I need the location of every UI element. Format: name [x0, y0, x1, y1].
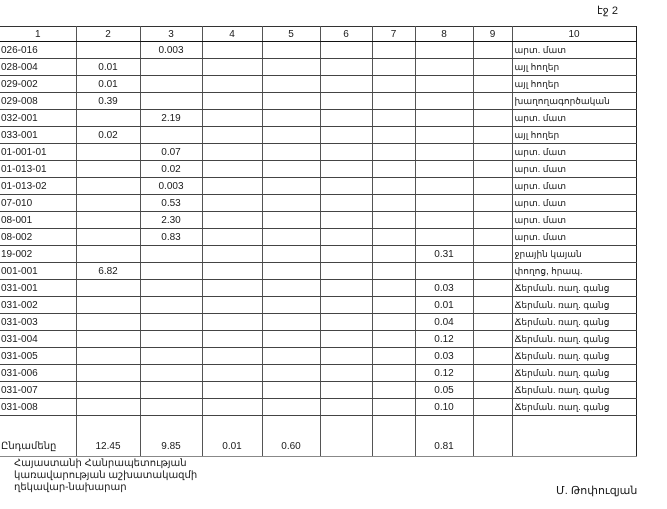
area-value: 0.07	[140, 144, 202, 161]
area-value	[262, 195, 320, 212]
area-value	[473, 59, 512, 76]
area-value	[202, 331, 262, 348]
area-value	[372, 161, 415, 178]
column-header-4: 4	[202, 27, 262, 42]
totals-row	[0, 416, 636, 457]
total-value: 9.85	[140, 416, 202, 457]
area-value	[320, 280, 372, 297]
area-value: 2.30	[140, 212, 202, 229]
column-header-2: 2	[76, 27, 140, 42]
area-value	[76, 280, 140, 297]
column-header-8: 8	[415, 27, 473, 42]
land-use-description: Ճերման. ռաղ. գանց	[512, 399, 636, 416]
land-use-description: խաղողագործական	[512, 93, 636, 110]
area-value	[473, 314, 512, 331]
parcel-code: 029-002	[0, 76, 76, 93]
area-value: 0.02	[76, 127, 140, 144]
area-value	[415, 229, 473, 246]
area-value	[415, 59, 473, 76]
area-value	[76, 110, 140, 127]
area-value	[372, 280, 415, 297]
area-value	[320, 297, 372, 314]
area-value	[140, 76, 202, 93]
land-use-description: Ճերման. ռաղ. գանց	[512, 382, 636, 399]
area-value: 0.83	[140, 229, 202, 246]
area-value	[473, 382, 512, 399]
table-row	[0, 59, 636, 76]
area-value	[262, 93, 320, 110]
area-value	[76, 42, 140, 59]
area-value	[372, 42, 415, 59]
area-value	[372, 110, 415, 127]
area-value	[320, 76, 372, 93]
footer-line-2: կառավարության աշխատակազմի	[14, 470, 198, 481]
area-value	[372, 127, 415, 144]
land-use-description: Ճերման. ռաղ. գանց	[512, 280, 636, 297]
parcel-code: 01-013-01	[0, 161, 76, 178]
area-value	[262, 297, 320, 314]
land-table	[0, 26, 637, 457]
area-value: 0.12	[415, 331, 473, 348]
area-value	[76, 382, 140, 399]
area-value	[372, 195, 415, 212]
land-use-description: Ճերման. ռաղ. գանց	[512, 297, 636, 314]
area-value: 6.82	[76, 263, 140, 280]
area-value: 0.53	[140, 195, 202, 212]
area-value	[473, 76, 512, 93]
area-value	[76, 229, 140, 246]
header-row	[0, 27, 636, 42]
parcel-code: 031-001	[0, 280, 76, 297]
area-value	[473, 42, 512, 59]
area-value	[473, 348, 512, 365]
area-value	[320, 314, 372, 331]
area-value	[202, 246, 262, 263]
area-value	[262, 59, 320, 76]
area-value	[262, 314, 320, 331]
area-value	[320, 127, 372, 144]
area-value	[372, 212, 415, 229]
area-value	[202, 365, 262, 382]
area-value	[140, 280, 202, 297]
area-value	[76, 212, 140, 229]
area-value	[202, 59, 262, 76]
table-row	[0, 382, 636, 399]
area-value	[320, 263, 372, 280]
column-header-1: 1	[0, 27, 76, 42]
column-header-9: 9	[473, 27, 512, 42]
area-value	[202, 280, 262, 297]
area-value	[320, 382, 372, 399]
area-value	[415, 42, 473, 59]
area-value: 0.12	[415, 365, 473, 382]
land-use-description: փողոց, հրապ.	[512, 263, 636, 280]
area-value	[262, 110, 320, 127]
area-value	[320, 161, 372, 178]
area-value	[415, 212, 473, 229]
area-value	[262, 331, 320, 348]
area-value	[320, 110, 372, 127]
area-value	[202, 144, 262, 161]
area-value	[76, 314, 140, 331]
total-value	[372, 416, 415, 457]
area-value	[415, 178, 473, 195]
area-value	[262, 382, 320, 399]
area-value	[76, 348, 140, 365]
area-value	[320, 246, 372, 263]
footer-line-3: ղեկավար-նախարար	[14, 482, 127, 493]
total-value	[512, 416, 636, 457]
area-value	[473, 161, 512, 178]
parcel-code: 026-016	[0, 42, 76, 59]
area-value	[473, 195, 512, 212]
area-value	[320, 178, 372, 195]
totals-label: Ընդամենը	[0, 416, 76, 457]
parcel-code: 08-001	[0, 212, 76, 229]
land-use-description: արտ. մատ	[512, 42, 636, 59]
area-value	[320, 331, 372, 348]
land-use-description: արտ. մատ	[512, 178, 636, 195]
area-value: 0.003	[140, 178, 202, 195]
table-row	[0, 144, 636, 161]
area-value	[202, 42, 262, 59]
area-value	[372, 246, 415, 263]
area-value	[140, 93, 202, 110]
table-row	[0, 212, 636, 229]
area-value	[76, 399, 140, 416]
area-value	[415, 195, 473, 212]
land-use-description: Ճերման. ռաղ. գանց	[512, 365, 636, 382]
area-value	[372, 93, 415, 110]
land-use-description: Ճերման. ռաղ. գանց	[512, 348, 636, 365]
land-use-description: այլ հողեր	[512, 127, 636, 144]
total-value: 0.60	[262, 416, 320, 457]
area-value	[202, 110, 262, 127]
land-use-description: արտ. մատ	[512, 229, 636, 246]
parcel-code: 001-001	[0, 263, 76, 280]
land-use-description: արտ. մատ	[512, 161, 636, 178]
area-value	[202, 93, 262, 110]
area-value	[473, 399, 512, 416]
area-value	[202, 178, 262, 195]
area-value	[140, 382, 202, 399]
area-value	[372, 399, 415, 416]
area-value	[140, 399, 202, 416]
area-value	[140, 331, 202, 348]
area-value	[202, 229, 262, 246]
table-row	[0, 331, 636, 348]
area-value	[76, 365, 140, 382]
area-value	[372, 76, 415, 93]
area-value	[76, 331, 140, 348]
parcel-code: 01-001-01	[0, 144, 76, 161]
parcel-code: 028-004	[0, 59, 76, 76]
table-row	[0, 365, 636, 382]
land-use-description: արտ. մատ	[512, 110, 636, 127]
parcel-code: 031-004	[0, 331, 76, 348]
parcel-code: 08-002	[0, 229, 76, 246]
area-value	[415, 110, 473, 127]
table-row	[0, 399, 636, 416]
area-value	[372, 348, 415, 365]
area-value	[202, 127, 262, 144]
land-use-description: արտ. մատ	[512, 195, 636, 212]
area-value	[140, 348, 202, 365]
area-value	[76, 161, 140, 178]
area-value	[140, 365, 202, 382]
area-value	[473, 178, 512, 195]
area-value	[76, 246, 140, 263]
column-header-3: 3	[140, 27, 202, 42]
area-value	[202, 382, 262, 399]
table-row	[0, 195, 636, 212]
area-value	[415, 93, 473, 110]
area-value: 0.04	[415, 314, 473, 331]
area-value	[262, 280, 320, 297]
table-row	[0, 229, 636, 246]
area-value	[202, 76, 262, 93]
table-row	[0, 93, 636, 110]
area-value	[473, 144, 512, 161]
parcel-code: 033-001	[0, 127, 76, 144]
parcel-code: 031-008	[0, 399, 76, 416]
area-value	[372, 314, 415, 331]
parcel-code: 031-002	[0, 297, 76, 314]
area-value	[320, 144, 372, 161]
area-value	[320, 195, 372, 212]
table-row	[0, 42, 636, 59]
parcel-code: 01-013-02	[0, 178, 76, 195]
area-value	[473, 246, 512, 263]
area-value	[262, 42, 320, 59]
area-value: 0.03	[415, 280, 473, 297]
table-row	[0, 314, 636, 331]
area-value	[262, 365, 320, 382]
area-value	[320, 59, 372, 76]
area-value	[473, 127, 512, 144]
area-value	[262, 348, 320, 365]
footer-line-1: Հայաստանի Հանրապետության	[14, 458, 187, 469]
area-value	[202, 348, 262, 365]
area-value	[473, 280, 512, 297]
area-value: 0.02	[140, 161, 202, 178]
column-header-5: 5	[262, 27, 320, 42]
parcel-code: 029-008	[0, 93, 76, 110]
area-value	[140, 314, 202, 331]
land-use-description: այլ հողեր	[512, 59, 636, 76]
area-value: 0.003	[140, 42, 202, 59]
land-use-description: արտ. մատ	[512, 144, 636, 161]
area-value	[262, 161, 320, 178]
area-value	[202, 195, 262, 212]
area-value	[76, 297, 140, 314]
parcel-code: 07-010	[0, 195, 76, 212]
area-value	[320, 229, 372, 246]
area-value: 0.39	[76, 93, 140, 110]
area-value	[473, 229, 512, 246]
area-value	[372, 263, 415, 280]
area-value	[372, 178, 415, 195]
area-value	[372, 229, 415, 246]
area-value	[202, 297, 262, 314]
area-value	[320, 93, 372, 110]
area-value: 0.01	[76, 59, 140, 76]
parcel-code: 031-006	[0, 365, 76, 382]
area-value	[473, 331, 512, 348]
page-number: էջ 2	[597, 5, 618, 17]
area-value	[415, 161, 473, 178]
land-use-description: արտ. մատ	[512, 212, 636, 229]
parcel-code: 19-002	[0, 246, 76, 263]
area-value	[262, 246, 320, 263]
land-use-description: Ճերման. ռաղ. գանց	[512, 331, 636, 348]
area-value	[415, 76, 473, 93]
area-value	[262, 229, 320, 246]
area-value	[473, 212, 512, 229]
area-value	[372, 144, 415, 161]
area-value	[415, 263, 473, 280]
area-value: 0.01	[76, 76, 140, 93]
area-value: 0.10	[415, 399, 473, 416]
area-value	[262, 399, 320, 416]
total-value: 12.45	[76, 416, 140, 457]
area-value: 0.03	[415, 348, 473, 365]
total-value: 0.01	[202, 416, 262, 457]
table-row	[0, 297, 636, 314]
area-value	[320, 348, 372, 365]
table-row	[0, 110, 636, 127]
area-value	[372, 59, 415, 76]
footer-title	[14, 458, 197, 494]
area-value	[473, 365, 512, 382]
area-value	[473, 263, 512, 280]
area-value	[415, 144, 473, 161]
area-value	[140, 127, 202, 144]
total-value	[473, 416, 512, 457]
area-value	[320, 365, 372, 382]
table-row	[0, 348, 636, 365]
area-value: 0.01	[415, 297, 473, 314]
area-value	[372, 382, 415, 399]
parcel-code: 032-001	[0, 110, 76, 127]
table-row	[0, 178, 636, 195]
column-header-10: 10	[512, 27, 636, 42]
area-value	[76, 144, 140, 161]
land-use-description: ջրային կայան	[512, 246, 636, 263]
area-value	[202, 212, 262, 229]
area-value	[140, 59, 202, 76]
area-value	[202, 263, 262, 280]
table-row	[0, 76, 636, 93]
column-header-7: 7	[372, 27, 415, 42]
area-value: 0.05	[415, 382, 473, 399]
area-value	[262, 144, 320, 161]
area-value	[262, 76, 320, 93]
area-value	[262, 263, 320, 280]
area-value	[262, 127, 320, 144]
area-value	[202, 314, 262, 331]
area-value	[140, 297, 202, 314]
parcel-code: 031-005	[0, 348, 76, 365]
area-value	[262, 212, 320, 229]
land-use-description: Ճերման. ռաղ. գանց	[512, 314, 636, 331]
table-row	[0, 280, 636, 297]
area-value	[415, 127, 473, 144]
area-value	[140, 246, 202, 263]
area-value	[320, 42, 372, 59]
area-value	[372, 365, 415, 382]
area-value	[76, 195, 140, 212]
area-value	[140, 263, 202, 280]
total-value	[320, 416, 372, 457]
area-value	[372, 297, 415, 314]
area-value	[202, 161, 262, 178]
area-value	[320, 212, 372, 229]
land-use-description: այլ հողեր	[512, 76, 636, 93]
area-value	[473, 297, 512, 314]
area-value: 0.31	[415, 246, 473, 263]
table-row	[0, 127, 636, 144]
table-row	[0, 246, 636, 263]
area-value	[76, 178, 140, 195]
table-row	[0, 161, 636, 178]
column-header-6: 6	[320, 27, 372, 42]
area-value	[262, 178, 320, 195]
area-value	[320, 399, 372, 416]
area-value	[372, 331, 415, 348]
area-value	[202, 399, 262, 416]
parcel-code: 031-003	[0, 314, 76, 331]
area-value	[473, 93, 512, 110]
signatory-name: Մ. Թոփուզյան	[556, 485, 638, 497]
area-value	[473, 110, 512, 127]
total-value: 0.81	[415, 416, 473, 457]
table-row	[0, 263, 636, 280]
area-value: 2.19	[140, 110, 202, 127]
parcel-code: 031-007	[0, 382, 76, 399]
